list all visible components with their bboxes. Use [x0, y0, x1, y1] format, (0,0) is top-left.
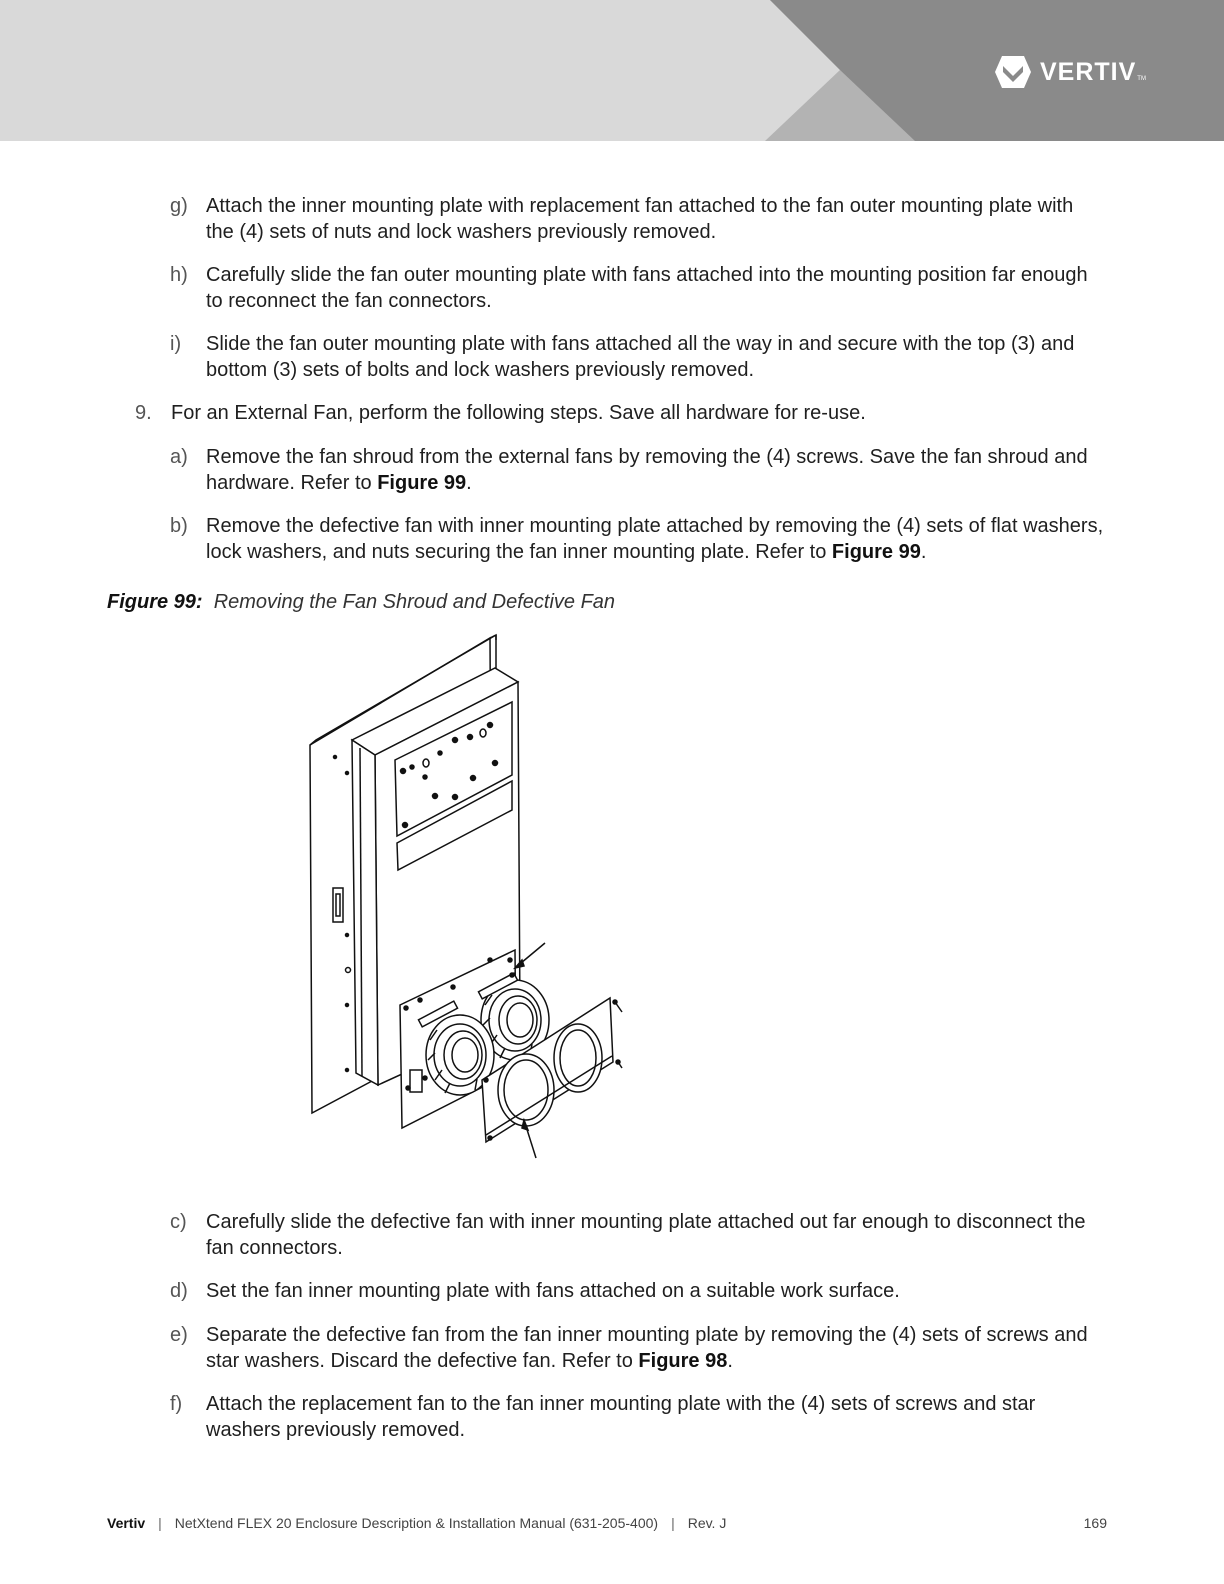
footer-document-title: NetXtend FLEX 20 Enclosure Description & Installation Manual (631-205-400): [174, 1515, 659, 1531]
step-marker: e): [170, 1324, 188, 1346]
step-marker: c): [170, 1211, 187, 1233]
page-header: [0, 0, 1224, 141]
footer-separator: |: [158, 1515, 162, 1531]
step-h: [170, 262, 1106, 314]
figure-number: Figure 99:: [107, 591, 203, 613]
trademark-mark: TM: [1137, 76, 1146, 82]
step-marker: b): [170, 515, 188, 537]
step-text: [206, 444, 1106, 496]
footer-revision: Rev. J: [687, 1515, 727, 1531]
step-tail: .: [466, 472, 472, 494]
step-text: Carefully slide the defective fan with inner mounting plate attached out far enough to disconnect the fan connectors.: [206, 1211, 1086, 1259]
step-b: [170, 513, 1106, 565]
vertiv-logo-text: VERTIV: [1040, 57, 1137, 86]
figure-reference-link[interactable]: Figure 98: [638, 1350, 728, 1372]
step-9: [135, 400, 1111, 426]
step-tail: .: [920, 541, 927, 563]
step-a: [170, 444, 1106, 496]
step-marker: h): [170, 264, 188, 286]
step-marker: 9.: [135, 402, 152, 424]
step-body: Remove the defective fan with inner mounting plate attached by removing the (4) sets of flat washers, lock washers, and nuts securing the fan inner mounting plate. Refer to: [206, 515, 1104, 563]
fan-shroud-diagram: [300, 630, 640, 1170]
figure-reference-link[interactable]: Figure 99: [377, 472, 467, 494]
figure-caption: [107, 589, 615, 615]
step-text: For an External Fan, perform the following steps. Save all hardware for re-use.: [171, 402, 866, 424]
step-marker: i): [170, 333, 182, 355]
step-text: Carefully slide the fan outer mounting plate with fans attached into the mounting position far enough to reconnect the fan connectors.: [206, 264, 1088, 312]
step-marker: f): [170, 1393, 183, 1415]
footer-separator: |: [671, 1515, 675, 1531]
step-c: [170, 1209, 1106, 1261]
figure-illustration: [300, 630, 640, 1170]
step-body: Separate the defective fan from the fan inner mounting plate by removing the (4) sets of screws and star washers. Discard the defective fan. Refer to: [206, 1324, 1088, 1372]
step-marker: d): [170, 1280, 188, 1302]
step-e: [170, 1322, 1106, 1374]
page-number: 169: [1083, 1515, 1107, 1531]
step-body: Remove the fan shroud from the external fans by removing the (4) screws. Save the fan shroud and hardware. Refer to: [206, 446, 1088, 494]
figure-title: Removing the Fan Shroud and Defective Fan: [213, 591, 616, 613]
step-text: Slide the fan outer mounting plate with fans attached all the way in and secure with the top (3) and bottom (3) sets of bolts and lock washers previously removed.: [206, 333, 1075, 381]
vertiv-logo-icon: [994, 54, 1032, 90]
step-f: [170, 1391, 1106, 1443]
step-text: [206, 513, 1106, 565]
step-text: Attach the inner mounting plate with replacement fan attached to the fan outer mounting plate with the (4) sets of nuts and lock washers previously removed.: [206, 195, 1074, 243]
step-text: Attach the replacement fan to the fan inner mounting plate with the (4) sets of screws and star washers previously removed.: [206, 1393, 1036, 1441]
page-footer: [107, 1515, 1107, 1531]
figure-reference-link[interactable]: Figure 99: [831, 541, 921, 563]
step-tail: .: [727, 1350, 733, 1372]
step-marker: a): [170, 446, 188, 468]
step-text: Set the fan inner mounting plate with fans attached on a suitable work surface.: [206, 1280, 900, 1302]
step-marker: g): [170, 195, 188, 217]
step-d: [170, 1278, 1106, 1304]
step-g: [170, 193, 1106, 245]
step-text: [206, 1322, 1106, 1374]
step-i: [170, 331, 1106, 383]
vertiv-logo: [994, 54, 1146, 90]
footer-brand: Vertiv: [107, 1515, 146, 1531]
